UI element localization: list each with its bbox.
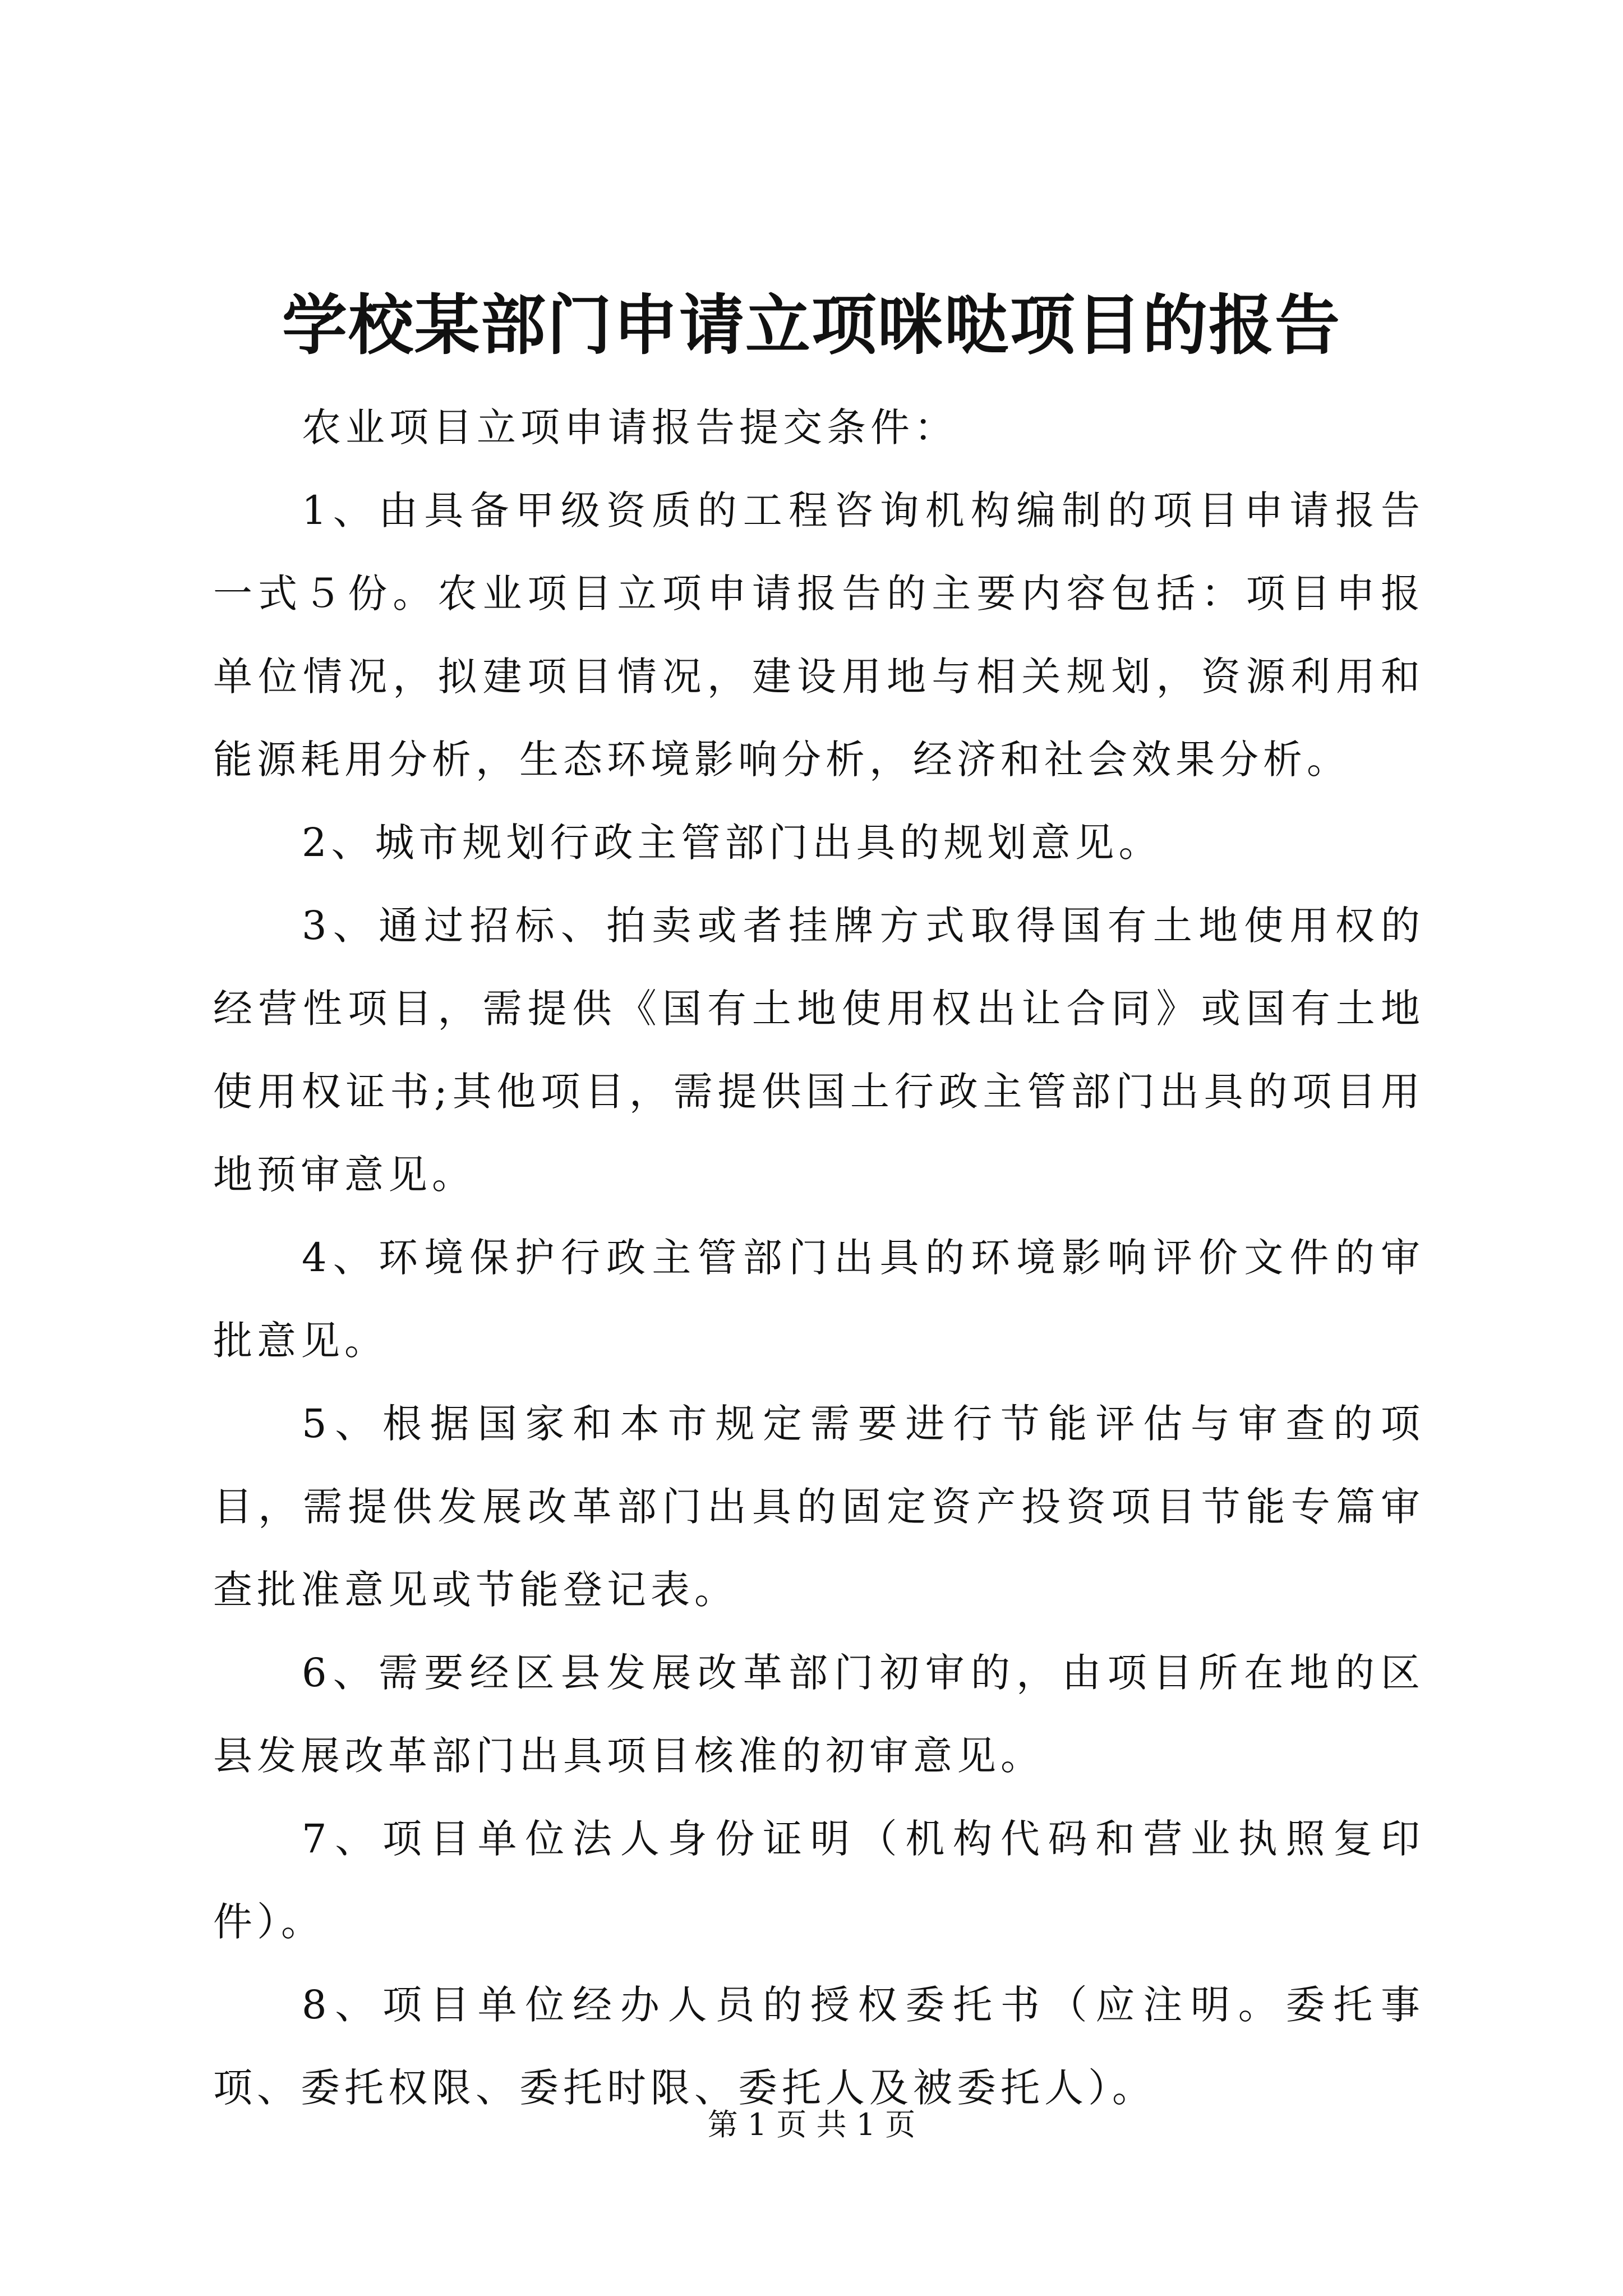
document-title: 学校某部门申请立项咪哒项目的报告 [282,287,1341,364]
paragraph-item-1: 1、由具备甲级资质的工程咨询机构编制的项目申请报告一式５份。农业项目立项申请报告的主要内容包括：项目申报单位情况，拟建项目情况，建设用地与相关规划，资源利用和能源耗用分析，生态环境影响分析，经济和社会效果分析。 [213,487,1424,783]
paragraph-item-6: 6、需要经区县发展改革部门初审的，由项目所在地的区县发展改革部门出具项目核准的初审意见。 [213,1650,1424,1779]
paragraph-item-2: 2、城市规划行政主管部门出具的规划意见。 [302,820,1163,866]
paragraph-intro: 农业项目立项申请报告提交条件： [302,404,958,450]
document-body [213,386,1424,2129]
paragraph-item-8: 8、项目单位经办人员的授权委托书（应注明。委托事项、委托权限、委托时限、委托人及被委托人）。 [213,1982,1424,2111]
paragraph-item-5: 5、根据国家和本市规定需要进行节能评估与审查的项目，需提供发展改革部门出具的固定资产投资项目节能专篇审查批准意见或节能登记表。 [213,1401,1424,1613]
page-number-label: 第 1 页 共 1 页 [707,2107,916,2142]
paragraph-item-4: 4、环境保护行政主管部门出具的环境影响评价文件的审批意见。 [213,1235,1424,1364]
paragraph-item-7: 7、项目单位法人身份证明（机构代码和营业执照复印件）。 [213,1816,1424,1945]
paragraph-item-3: 3、通过招标、拍卖或者挂牌方式取得国有土地使用权的经营性项目，需提供《国有土地使用权出让合同》或国有土地使用权证书;其他项目，需提供国土行政主管部门出具的项目用地预审意见。 [213,903,1424,1198]
page-footer [0,2102,1623,2147]
